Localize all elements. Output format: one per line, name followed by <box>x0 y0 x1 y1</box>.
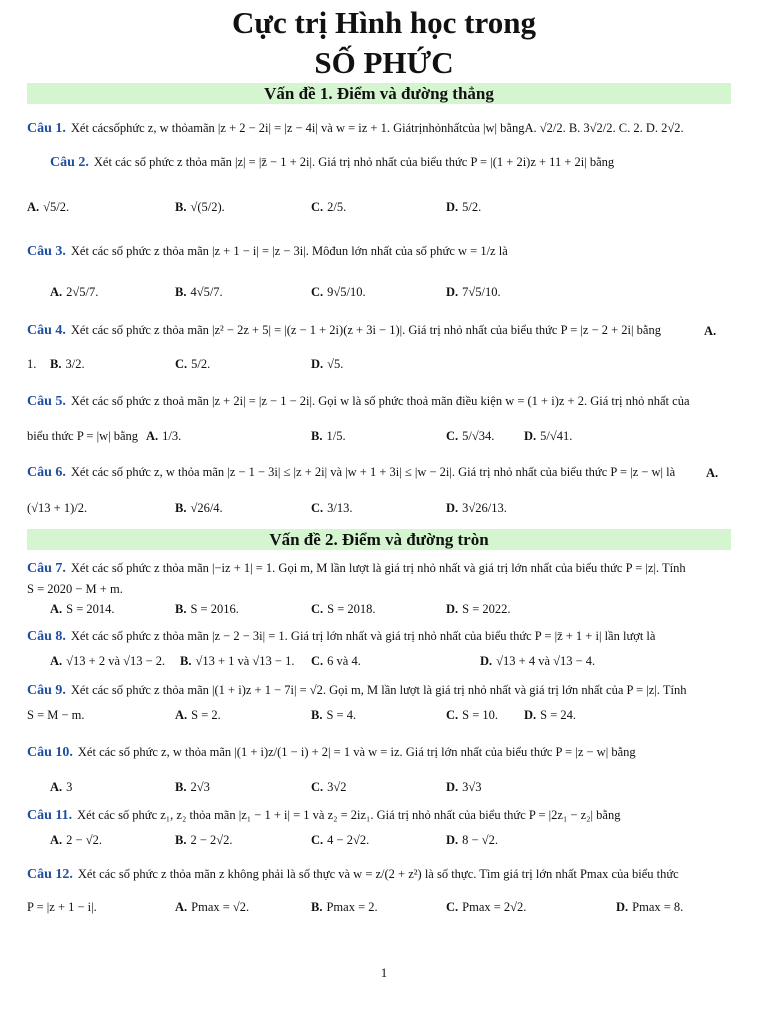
question-2 <box>50 152 614 173</box>
question-text: Xét các số phức z thỏa mãn |(1 + i)z + 1 − 7i| = √2. Gọi m, M lần lượt là giá trị nhỏ nhất và giá trị lớn nhất của P = |z|. Tính <box>70 683 687 697</box>
q7-option-c: C. S = 2018. <box>311 602 376 616</box>
q7-option-d: D. S = 2022. <box>446 602 511 616</box>
q9-continuation: S = M − m. <box>27 708 85 722</box>
q11-option-b: B. 2 − 2√2. <box>175 833 233 847</box>
question-11 <box>27 805 620 826</box>
q5-continuation: biểu thức P = |w| bằng <box>27 429 139 443</box>
question-12 <box>27 864 679 885</box>
q3-option-c: C. 9√5/10. <box>311 285 366 299</box>
question-text: Xét các số phức z thỏa mãn |z² − 2z + 5| = |(z − 1 + 2i)(z + 3i − 1)|. Giá trị nhỏ nhất của biểu thức P = |z − 2 + 2i| bằng <box>70 323 661 337</box>
q6-option-a-label: A. <box>706 466 719 480</box>
q6-option-a: (√13 + 1)/2. <box>27 501 88 515</box>
question-label: Câu 7. <box>27 561 66 576</box>
q6-option-c: C. 3/13. <box>311 501 353 515</box>
question-label: Câu 12. <box>27 867 73 882</box>
q2-option-c: C. 2/5. <box>311 200 347 214</box>
question-10 <box>27 742 636 763</box>
question-label: Câu 6. <box>27 465 66 480</box>
q2-option-d: D. 5/2. <box>446 200 482 214</box>
question-text: Xét các số phức z thỏa mãn |z| = |z̄ − 1 + 2i|. Giá trị nhỏ nhất của biểu thức P = |(1 + 2i)z + 11 + 2i| bằng <box>93 155 615 169</box>
question-text: Xét các số phức z thỏa mãn |z + 1 − i| = |z − 3i|. Môđun lớn nhất của số phức w = 1/z là <box>70 244 508 258</box>
q8-option-d: D. √13 + 4 và √13 − 4. <box>480 654 596 668</box>
q11-option-d: D. 8 − √2. <box>446 833 498 847</box>
q12-option-d: D. Pmax = 8. <box>616 900 684 914</box>
question-label: Câu 2. <box>50 155 89 170</box>
question-5 <box>27 391 690 412</box>
q4-option-a-value: 1. <box>27 357 37 371</box>
q7-continuation: S = 2020 − M + m. <box>27 582 123 596</box>
doc-title: Cực trị Hình học trong <box>232 5 536 40</box>
q3-option-a: A. 2√5/7. <box>50 285 99 299</box>
section-1-heading: Vấn đề 1. Điểm và đường thẳng <box>27 83 731 104</box>
question-text: Xét các số phức z, w thỏa mãn |(1 + i)z/(1 − i) + 2| = 1 và w = iz. Giá trị lớn nhất của biểu thức P = |z − w| bằng <box>77 745 636 759</box>
q10-option-a: A. 3 <box>50 780 73 794</box>
question-label: Câu 9. <box>27 683 66 698</box>
q4-option-b: B. 3/2. <box>50 357 85 371</box>
q10-option-c: C. 3√2 <box>311 780 347 794</box>
q2-option-b: B. √(5/2). <box>175 200 225 214</box>
question-1 <box>27 118 684 139</box>
q6-option-d: D. 3√26/13. <box>446 501 507 515</box>
page-number: 1 <box>380 965 388 980</box>
question-9 <box>27 680 686 701</box>
q10-option-b: B. 2√3 <box>175 780 210 794</box>
question-text: Xét các số phức z thỏa mãn z không phải là số thực và w = z/(2 + z²) là số thực. Tìm giá trị lớn nhất Pmax của biểu thức <box>77 867 679 881</box>
q7-option-a: A. S = 2014. <box>50 602 115 616</box>
question-label: Câu 3. <box>27 244 66 259</box>
question-text: Xét các số phức z, w thỏa mãn |z − 1 − 3i| ≤ |z + 2i| và |w + 1 + 3i| ≤ |w − 2i|. Giá trị nhỏ nhất của biểu thức P = |z − w| là <box>70 465 676 479</box>
question-6 <box>27 462 675 483</box>
q11-option-c: C. 4 − 2√2. <box>311 833 370 847</box>
q7-option-b: B. S = 2016. <box>175 602 239 616</box>
q5-option-a: A. 1/3. <box>146 429 182 443</box>
doc-subtitle: SỐ PHỨC <box>314 45 454 80</box>
q4-option-c: C. 5/2. <box>175 357 211 371</box>
question-label: Câu 5. <box>27 394 66 409</box>
q3-option-d: D. 7√5/10. <box>446 285 501 299</box>
q8-option-b: B. √13 + 1 và √13 − 1. <box>180 654 295 668</box>
question-label: Câu 10. <box>27 745 73 760</box>
question-text: Xét các số phức z thoả mãn |z + 2i| = |z − 1 − 2i|. Gọi w là số phức thoả mãn điều kiện w = (1 + i)z + 2. Giá trị nhỏ nhất của <box>70 394 690 408</box>
q4-option-a-label: A. <box>704 324 717 338</box>
question-3 <box>27 241 508 262</box>
q9-option-d: D. S = 24. <box>524 708 577 722</box>
q8-option-c: C. 6 và 4. <box>311 654 361 668</box>
section-2-heading: Vấn đề 2. Điểm và đường tròn <box>27 529 731 550</box>
q12-option-c: C. Pmax = 2√2. <box>446 900 527 914</box>
question-label: Câu 8. <box>27 629 66 644</box>
question-text: Xét cácsốphức z, w thỏamãn |z + 2 − 2i| = |z − 4i| và w = iz + 1. Giátrịnhỏnhấtcủa |w| bằngA. √2/2. B. 3√2/2. C. 2. D. 2√2. <box>70 121 684 135</box>
q5-option-c: C. 5/√34. <box>446 429 495 443</box>
q11-option-a: A. 2 − √2. <box>50 833 102 847</box>
q9-option-c: C. S = 10. <box>446 708 499 722</box>
question-label: Câu 4. <box>27 323 66 338</box>
q3-option-b: B. 4√5/7. <box>175 285 223 299</box>
q8-option-a: A. √13 + 2 và √13 − 2. <box>50 654 166 668</box>
q9-option-a: A. S = 2. <box>175 708 221 722</box>
question-text: Xét các số phức z thỏa mãn |−iz + 1| = 1. Gọi m, M lần lượt là giá trị nhỏ nhất và giá trị lớn nhất của biểu thức P = |z|. Tính <box>70 561 686 575</box>
q12-option-a: A. Pmax = √2. <box>175 900 250 914</box>
question-text: Xét các số phức z thỏa mãn |z − 2 − 3i| = 1. Giá trị lớn nhất và giá trị nhỏ nhất của biểu thức P = |z̄ + 1 + i| lần lượt là <box>70 629 656 643</box>
q5-option-d: D. 5/√41. <box>524 429 573 443</box>
q12-continuation: P = |z + 1 − i|. <box>27 900 97 914</box>
q6-option-b: B. √26/4. <box>175 501 223 515</box>
question-7 <box>27 558 686 579</box>
q4-option-d: D. √5. <box>311 357 344 371</box>
q9-option-b: B. S = 4. <box>311 708 357 722</box>
question-label: Câu 1. <box>27 121 66 136</box>
q10-option-d: D. 3√3 <box>446 780 482 794</box>
question-8 <box>27 626 655 647</box>
q2-option-a: A. √5/2. <box>27 200 70 214</box>
question-4 <box>27 320 661 341</box>
q12-option-b: B. Pmax = 2. <box>311 900 378 914</box>
q5-option-b: B. 1/5. <box>311 429 346 443</box>
question-text: Xét các số phức z₁, z₂ thỏa mãn |z₁ − 1 + i| = 1 và z₂ = 2iz₁. Giá trị nhỏ nhất của biểu thức P = |2z₁ − z₂| bằng <box>77 808 621 822</box>
question-label: Câu 11. <box>27 808 73 823</box>
